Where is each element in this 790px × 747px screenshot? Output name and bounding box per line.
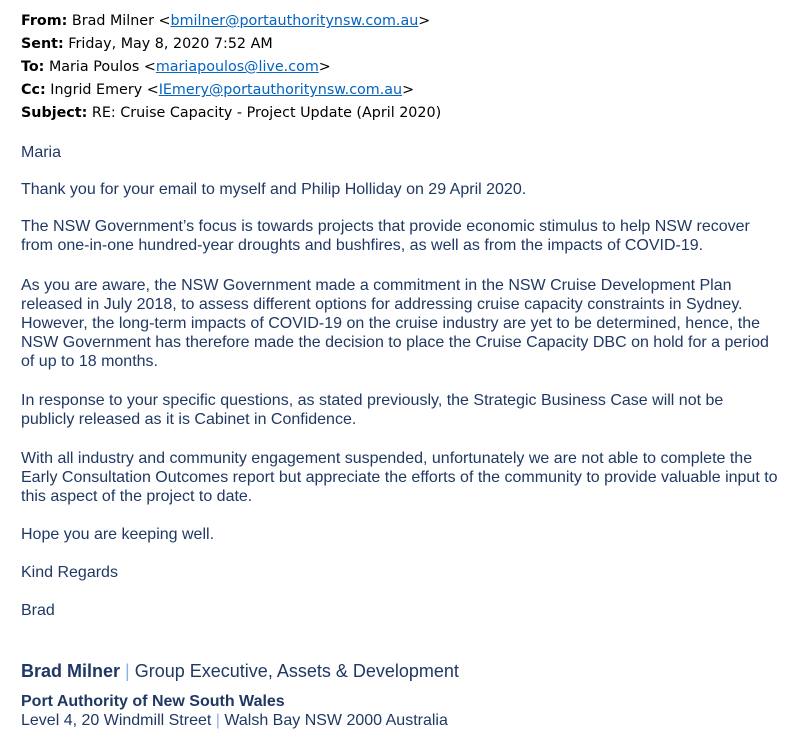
cc-name: Ingrid Emery < <box>50 82 159 98</box>
closing: Kind Regards <box>21 564 118 581</box>
paragraph-government-focus: The NSW Government’s focus is towards projects that provide economic stimulus to help NSW recover from one-in-one hundred-year droughts and bushfires, as well as from the impacts of COVID-19. <box>21 218 750 254</box>
signature-address-city: Walsh Bay NSW 2000 Australia <box>224 712 448 729</box>
signature-address-separator: | <box>215 712 220 729</box>
paragraph-consultation: With all industry and community engagement suspended, unfortunately we are not able to complete the Early Consultation Outcomes report but appreciate the efforts of the community to provide valuable input to this aspect of the project to date. <box>21 450 778 505</box>
subject-row <box>21 102 441 125</box>
signature-address-street: Level 4, 20 Windmill Street <box>21 712 212 729</box>
email-header <box>21 10 441 125</box>
sent-row <box>21 33 441 56</box>
paragraph-cruise-plan: As you are aware, the NSW Government made a commitment in the NSW Cruise Development Plan released in July 2018, to assess different options for addressing cruise capacity constraints in Sydney. However, the long-term impacts of COVID-19 on the cruise industry are yet to be determined, hence, the NSW Government has therefore made the decision to place the Cruise Capacity DBC on hold for a period of up to 18 months. <box>21 277 769 370</box>
signature-name: Brad Milner <box>21 661 121 681</box>
cc-label: Cc: <box>21 82 46 98</box>
paragraph-business-case: In response to your specific questions, as stated previously, the Strategic Business Case will not be publicly released as it is Cabinet in Confidence. <box>21 392 724 428</box>
greeting: Maria <box>21 144 62 161</box>
from-row <box>21 10 441 33</box>
signature-separator: | <box>125 661 130 681</box>
cc-row <box>21 79 441 102</box>
signoff: Brad <box>21 602 55 619</box>
from-name: Brad Milner < <box>71 13 171 29</box>
signature-name-line <box>21 660 459 682</box>
from-close: > <box>418 13 431 29</box>
cc-email-link[interactable]: IEmery@portauthoritynsw.com.au <box>158 82 403 98</box>
to-label: To: <box>21 59 45 75</box>
paragraph-wellwishes: Hope you are keeping well. <box>21 526 215 543</box>
to-row <box>21 56 441 79</box>
email-body <box>21 143 781 620</box>
signature-organisation: Port Authority of New South Wales <box>21 693 285 710</box>
to-email-link[interactable]: mariapoulos@live.com <box>155 59 319 75</box>
signature-address <box>21 712 448 730</box>
sent-value: Friday, May 8, 2020 7:52 AM <box>68 36 273 52</box>
to-close: > <box>318 59 331 75</box>
from-email-link[interactable]: bmilner@portauthoritynsw.com.au <box>170 13 419 29</box>
signature-title: Group Executive, Assets & Development <box>134 661 459 681</box>
subject-label: Subject: <box>21 105 88 121</box>
cc-close: > <box>402 82 415 98</box>
to-name: Maria Poulos < <box>48 59 156 75</box>
sent-label: Sent: <box>21 36 64 52</box>
from-label: From: <box>21 13 68 29</box>
paragraph-thanks: Thank you for your email to myself and Philip Holliday on 29 April 2020. <box>21 181 527 198</box>
subject-value: RE: Cruise Capacity - Project Update (April 2020) <box>91 105 442 121</box>
